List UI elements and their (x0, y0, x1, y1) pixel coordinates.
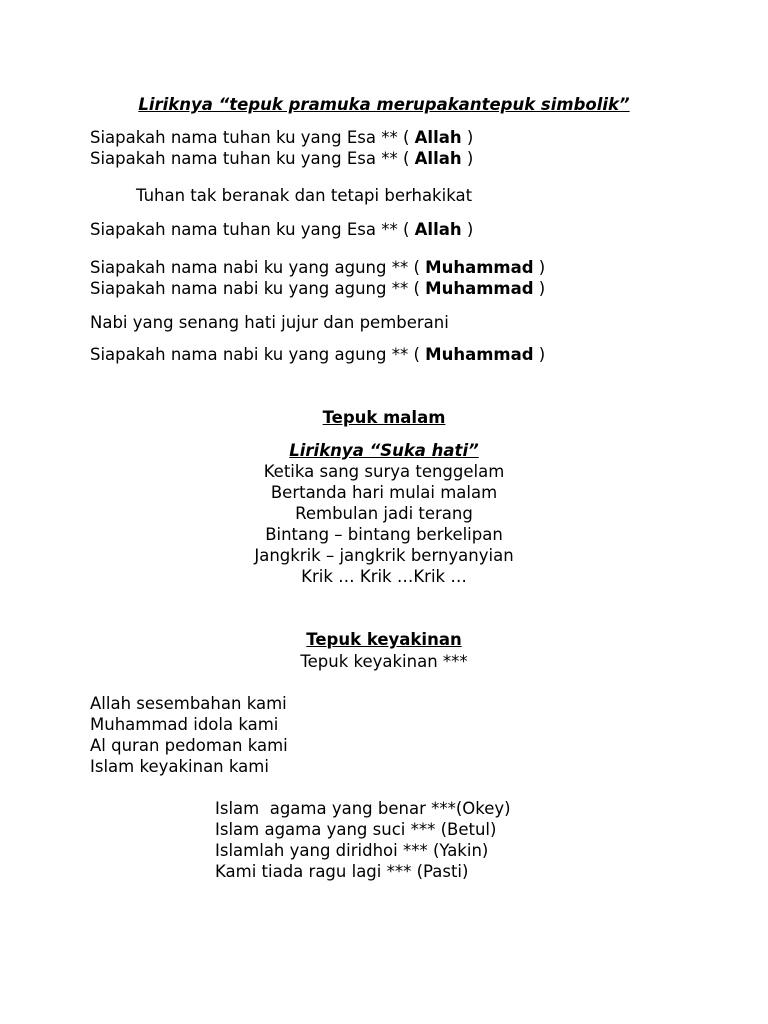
line-answer: Muhammad (425, 258, 534, 277)
lyric-line: Bintang – bintang berkelipan (265, 525, 503, 544)
lyric-line (90, 219, 473, 240)
section3-intro: Tepuk keyakinan *** (300, 652, 468, 671)
line-text-end: ) (461, 128, 474, 147)
response-line: Islamlah yang diridhoi *** (Yakin) (215, 841, 489, 860)
line-text: Siapakah nama nabi ku yang agung ** ( (90, 345, 426, 364)
lyric-line: Allah sesembahan kami (90, 694, 287, 713)
line-answer: Allah (414, 149, 462, 168)
lyric-line: Bertanda hari mulai malam (270, 483, 498, 502)
response-line: Islam agama yang suci *** (Betul) (215, 820, 497, 839)
lyric-line (90, 148, 473, 169)
lyric-line: Islam keyakinan kami (90, 757, 269, 776)
line-text: Siapakah nama tuhan ku yang Esa ** ( (90, 220, 415, 239)
lyric-line (90, 344, 545, 365)
line-text-end: ) (533, 279, 546, 298)
line-text-end: ) (533, 345, 546, 364)
lyric-line: Nabi yang senang hati jujur dan pemberani (90, 313, 449, 332)
line-answer: Allah (414, 128, 462, 147)
lyric-line: Tuhan tak beranak dan tetapi berhakikat (136, 186, 473, 205)
line-answer: Muhammad (425, 279, 534, 298)
line-text: Siapakah nama tuhan ku yang Esa ** ( (90, 128, 415, 147)
lyric-line: Jangkrik – jangkrik bernyanyian (254, 546, 514, 565)
lyric-line (90, 257, 545, 278)
section3-title: Tepuk keyakinan (306, 630, 462, 649)
response-line: Islam agama yang benar ***(Okey) (215, 799, 511, 818)
section2-title: Tepuk malam (322, 408, 446, 427)
lyric-line: Muhammad idola kami (90, 715, 279, 734)
response-line: Kami tiada ragu lagi *** (Pasti) (215, 862, 469, 881)
section1-title: Liriknya “tepuk pramuka merupakantepuk simbolik” (138, 95, 630, 114)
lyric-line: Rembulan jadi terang (295, 504, 473, 523)
line-text: Siapakah nama tuhan ku yang Esa ** ( (90, 149, 415, 168)
lyric-line: Al quran pedoman kami (90, 736, 288, 755)
line-text-end: ) (461, 220, 474, 239)
lyric-line (90, 127, 473, 148)
line-text: Siapakah nama nabi ku yang agung ** ( (90, 258, 426, 277)
line-answer: Allah (414, 220, 462, 239)
line-text-end: ) (533, 258, 546, 277)
line-text: Siapakah nama nabi ku yang agung ** ( (90, 279, 426, 298)
line-answer: Muhammad (425, 345, 534, 364)
lyric-line: Krik … Krik …Krik … (301, 567, 467, 586)
section2-subtitle: Liriknya “Suka hati” (289, 441, 479, 460)
lyric-line: Ketika sang surya tenggelam (263, 462, 505, 481)
lyric-line (90, 278, 545, 299)
line-text-end: ) (461, 149, 474, 168)
